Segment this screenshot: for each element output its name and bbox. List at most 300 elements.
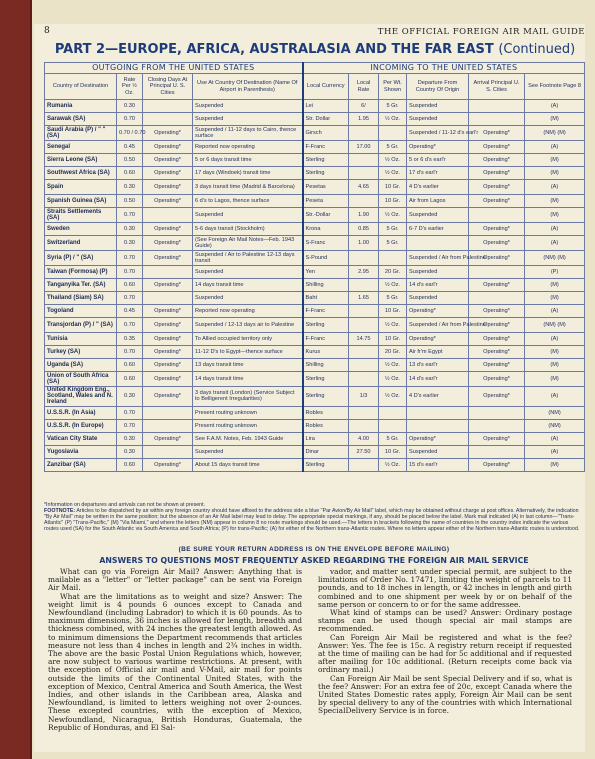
cell-per-wt: ½ Oz. bbox=[379, 208, 407, 223]
qa-paragraph: Can Foreign Air Mail be registered and what is the fee? Answer: Yes. The fee is 15c. A registry return receipt if requested at the time of mailing can be had for 5c additional and if requested after mailing for 10c additional. (Return receipts come back via ordinary mail.) bbox=[318, 632, 572, 675]
cell-closing: Operating* bbox=[143, 359, 193, 372]
cell-use: Suspended / 11-12 days to Cairo, thence surface bbox=[193, 126, 303, 141]
cell-footnote: (M) bbox=[525, 113, 585, 126]
cell-departure: Suspended bbox=[407, 113, 469, 126]
cell-per-wt: 10 Gr. bbox=[379, 445, 407, 458]
cell-arrival: Operating* bbox=[469, 251, 525, 266]
cell-footnote: (M) bbox=[525, 292, 585, 305]
cell-use: Suspended bbox=[193, 266, 303, 279]
col-closing: Closing Days At Principal U. S. Cities bbox=[143, 74, 193, 100]
cell-currency: Str. Dollar bbox=[303, 113, 349, 126]
table-row bbox=[45, 154, 585, 167]
cell-rate: 0.50 bbox=[117, 195, 143, 208]
cell-arrival: Operating* bbox=[469, 126, 525, 141]
cell-local-rate: 1/3 bbox=[349, 387, 379, 407]
cell-closing: Operating* bbox=[143, 126, 193, 141]
table-row bbox=[45, 333, 585, 346]
cell-departure: 15 d's earl'r bbox=[407, 458, 469, 471]
cell-footnote: (NM) bbox=[525, 419, 585, 432]
cell-use: 13 days transit time bbox=[193, 359, 303, 372]
cell-rate: 0.30 bbox=[117, 236, 143, 251]
cell-departure: 17 d's earl'r bbox=[407, 167, 469, 180]
cell-currency: Peseta bbox=[303, 195, 349, 208]
cell-departure: Operating* bbox=[407, 141, 469, 154]
return-address-note: (BE SURE YOUR RETURN ADDRESS IS ON THE ENVELOPE BEFORE MAILING) bbox=[178, 546, 450, 553]
qa-column-right bbox=[318, 568, 572, 716]
cell-currency: Dinar bbox=[303, 445, 349, 458]
cell-local-rate bbox=[349, 359, 379, 372]
table-row bbox=[45, 305, 585, 318]
cell-departure: Suspended bbox=[407, 208, 469, 223]
cell-closing bbox=[143, 100, 193, 113]
cell-per-wt: ½ Oz. bbox=[379, 167, 407, 180]
part-title-continued: (Continued) bbox=[498, 42, 576, 57]
cell-footnote: (A) bbox=[525, 387, 585, 407]
cell-per-wt: 5 Gr. bbox=[379, 292, 407, 305]
cell-footnote: (A) bbox=[525, 223, 585, 236]
cell-use: Suspended bbox=[193, 208, 303, 223]
cell-use: 5 or 6 days transit time bbox=[193, 154, 303, 167]
cell-per-wt bbox=[379, 126, 407, 141]
cell-footnote: (NM) (M) bbox=[525, 126, 585, 141]
cell-use: Reported now operating bbox=[193, 141, 303, 154]
cell-closing bbox=[143, 292, 193, 305]
cell-arrival: Operating* bbox=[469, 223, 525, 236]
page-number: 8 bbox=[44, 26, 50, 36]
cell-use: Suspended / 12-13 days air to Palestine bbox=[193, 318, 303, 333]
cell-footnote: (M) bbox=[525, 208, 585, 223]
cell-use: Suspended bbox=[193, 292, 303, 305]
cell-currency: Robles bbox=[303, 406, 349, 419]
cell-country: U.S.S.R. (In Europe) bbox=[45, 419, 117, 432]
cell-local-rate bbox=[349, 406, 379, 419]
cell-country: Yugoslavia bbox=[45, 445, 117, 458]
cell-currency: Yen bbox=[303, 266, 349, 279]
cell-closing: Operating* bbox=[143, 236, 193, 251]
cell-arrival: Operating* bbox=[469, 359, 525, 372]
cell-closing: Operating* bbox=[143, 318, 193, 333]
cell-rate: 0.70 bbox=[117, 346, 143, 359]
qa-paragraph: Can Foreign Air Mail be sent Special Delivery and if so, what is the fee? Answer: For an extra fee of 20c, except Canada where the United States Domestic rates apply, Foreign Air Mail can be sent by special delivery to any of the countries with which International SpecialDelivery Service is in force. bbox=[318, 673, 572, 716]
cell-departure: Suspended bbox=[407, 266, 469, 279]
cell-currency: Str.-Dollar bbox=[303, 208, 349, 223]
table-row bbox=[45, 100, 585, 113]
cell-local-rate bbox=[349, 318, 379, 333]
cell-per-wt: ½ Oz. bbox=[379, 359, 407, 372]
cell-departure: Operating* bbox=[407, 305, 469, 318]
cell-currency: S-Pound bbox=[303, 251, 349, 266]
cell-per-wt bbox=[379, 406, 407, 419]
cell-local-rate bbox=[349, 126, 379, 141]
cell-closing: Operating* bbox=[143, 167, 193, 180]
cell-country: United Kingdom Eng., Scotland, Wales and N. Ireland bbox=[45, 387, 117, 407]
cell-local-rate: 1.90 bbox=[349, 208, 379, 223]
cell-per-wt: ½ Oz. bbox=[379, 318, 407, 333]
table-row bbox=[45, 223, 585, 236]
cell-arrival: Operating* bbox=[469, 279, 525, 292]
cell-rate: 0.45 bbox=[117, 305, 143, 318]
table-row bbox=[45, 195, 585, 208]
cell-local-rate bbox=[349, 305, 379, 318]
cell-departure: Suspended / Air from Palestine bbox=[407, 251, 469, 266]
cell-footnote: (M) bbox=[525, 279, 585, 292]
cell-per-wt: ½ Oz. bbox=[379, 387, 407, 407]
cell-closing: Operating* bbox=[143, 279, 193, 292]
table-row bbox=[45, 266, 585, 279]
cell-country: Vatican City State bbox=[45, 432, 117, 445]
cell-footnote: (M) bbox=[525, 154, 585, 167]
cell-footnote: (A) bbox=[525, 333, 585, 346]
cell-rate: 0.30 bbox=[117, 445, 143, 458]
cell-per-wt: 10 Gr. bbox=[379, 195, 407, 208]
incoming-header: INCOMING TO THE UNITED STATES bbox=[303, 63, 585, 74]
cell-departure: Air from Lagos bbox=[407, 195, 469, 208]
cell-use: Suspended / Air to Palestine 12-13 days transit bbox=[193, 251, 303, 266]
cell-currency: S-Franc bbox=[303, 236, 349, 251]
table-row bbox=[45, 167, 585, 180]
cell-country: Southwest Africa (SA) bbox=[45, 167, 117, 180]
cell-closing: Operating* bbox=[143, 372, 193, 387]
cell-closing: Operating* bbox=[143, 141, 193, 154]
cell-departure bbox=[407, 406, 469, 419]
cell-footnote: (M) bbox=[525, 167, 585, 180]
part-title-text: PART 2—EUROPE, AFRICA, AUSTRALASIA AND THE FAR EAST bbox=[54, 42, 494, 57]
cell-arrival: Operating* bbox=[469, 195, 525, 208]
cell-use: 3 days transit time (Madrid & Barcelona) bbox=[193, 180, 303, 195]
cell-country: Straits Settlements (SA) bbox=[45, 208, 117, 223]
cell-local-rate bbox=[349, 458, 379, 471]
footnote-main bbox=[44, 508, 584, 532]
cell-currency: Sterling bbox=[303, 372, 349, 387]
book-binding bbox=[0, 0, 32, 759]
col-arrival: Arrival Principal U. S. Cities bbox=[469, 74, 525, 100]
cell-use: 14 days transit time bbox=[193, 279, 303, 292]
cell-use: 17 days (Windoek) transit time bbox=[193, 167, 303, 180]
cell-arrival bbox=[469, 266, 525, 279]
cell-country: Spain bbox=[45, 180, 117, 195]
table-row bbox=[45, 445, 585, 458]
cell-country: Senegal bbox=[45, 141, 117, 154]
cell-departure: Suspended bbox=[407, 100, 469, 113]
cell-footnote: (M) bbox=[525, 359, 585, 372]
cell-arrival: Operating* bbox=[469, 154, 525, 167]
col-local-rate: Local Rate bbox=[349, 74, 379, 100]
qa-paragraph: vador, and matter sent under special permit, are subject to the limitations of Order No. 17471, limiting the weight of parcels to 11 pounds, and to 18 inches in length, or 42 inches in length and girth combined and to one shipment per week by or on behalf of the same person or concern to or for the same addressee. bbox=[318, 567, 572, 609]
cell-rate: 0.70 / 0.70 bbox=[117, 126, 143, 141]
cell-currency: Sterling bbox=[303, 458, 349, 471]
cell-closing: Operating* bbox=[143, 387, 193, 407]
cell-departure: Operating* bbox=[407, 432, 469, 445]
cell-country: Syria (P) / " (SA) bbox=[45, 251, 117, 266]
cell-per-wt: 5 Gr. bbox=[379, 236, 407, 251]
cell-local-rate bbox=[349, 195, 379, 208]
table-body bbox=[45, 100, 585, 472]
cell-use: See F.A.M. Notes, Feb. 1943 Guide bbox=[193, 432, 303, 445]
col-footnote: See Footnote Page 8 bbox=[525, 74, 585, 100]
cell-arrival: Operating* bbox=[469, 167, 525, 180]
cell-rate: 0.60 bbox=[117, 359, 143, 372]
cell-rate: 0.70 bbox=[117, 318, 143, 333]
cell-rate: 0.70 bbox=[117, 113, 143, 126]
cell-local-rate: 1.95 bbox=[349, 113, 379, 126]
footnote-label: FOOTNOTE: bbox=[44, 508, 76, 514]
cell-per-wt: 5 Gr. bbox=[379, 223, 407, 236]
cell-currency: Baht bbox=[303, 292, 349, 305]
cell-closing bbox=[143, 113, 193, 126]
cell-local-rate: 4.00 bbox=[349, 432, 379, 445]
cell-footnote: (A) bbox=[525, 100, 585, 113]
qa-title: ANSWERS TO QUESTIONS MOST FREQUENTLY ASKED REGARDING THE FOREIGN AIR MAIL SERVICE bbox=[99, 556, 529, 565]
cell-use: Suspended bbox=[193, 445, 303, 458]
cell-footnote: (M) bbox=[525, 458, 585, 471]
cell-arrival bbox=[469, 100, 525, 113]
qa-paragraph: What kind of stamps can be used? Answer: Ordinary postage stamps can be used though special air mail stamps are recommended. bbox=[318, 608, 572, 634]
table-row bbox=[45, 318, 585, 333]
cell-closing: Operating* bbox=[143, 223, 193, 236]
cell-footnote: (NM) bbox=[525, 406, 585, 419]
cell-departure: Suspended / 11-12 d's earl'r bbox=[407, 126, 469, 141]
cell-rate: 0.70 bbox=[117, 266, 143, 279]
table-row bbox=[45, 141, 585, 154]
cell-use: Reported now operating bbox=[193, 305, 303, 318]
cell-per-wt: 20 Gr. bbox=[379, 346, 407, 359]
table-row bbox=[45, 208, 585, 223]
cell-rate: 0.70 bbox=[117, 406, 143, 419]
cell-local-rate: 4.65 bbox=[349, 180, 379, 195]
col-departure: Departure From Country Of Origin bbox=[407, 74, 469, 100]
cell-country: Sierra Leone (SA) bbox=[45, 154, 117, 167]
cell-departure: 14 d's earl'r bbox=[407, 372, 469, 387]
cell-arrival: Operating* bbox=[469, 333, 525, 346]
cell-footnote: (A) bbox=[525, 236, 585, 251]
cell-per-wt: 10 Gr. bbox=[379, 305, 407, 318]
cell-local-rate: 1.65 bbox=[349, 292, 379, 305]
cell-arrival bbox=[469, 406, 525, 419]
cell-currency: Girsch bbox=[303, 126, 349, 141]
table-row bbox=[45, 346, 585, 359]
table-row bbox=[45, 359, 585, 372]
cell-closing: Operating* bbox=[143, 458, 193, 471]
cell-rate: 0.70 bbox=[117, 208, 143, 223]
table-row bbox=[45, 251, 585, 266]
cell-departure: 4 D's earlier bbox=[407, 387, 469, 407]
cell-country: Thailand (Siam) SA) bbox=[45, 292, 117, 305]
air-mail-rate-table bbox=[44, 62, 585, 472]
table-row bbox=[45, 372, 585, 387]
cell-closing: Operating* bbox=[143, 333, 193, 346]
cell-footnote: (M) bbox=[525, 346, 585, 359]
cell-departure: 4 D's earlier bbox=[407, 180, 469, 195]
table-row bbox=[45, 279, 585, 292]
cell-arrival bbox=[469, 113, 525, 126]
cell-departure: 14 d's earl'r bbox=[407, 279, 469, 292]
cell-closing bbox=[143, 445, 193, 458]
cell-closing: Operating* bbox=[143, 305, 193, 318]
cell-use: Suspended bbox=[193, 113, 303, 126]
cell-use: About 15 days transit time bbox=[193, 458, 303, 471]
cell-currency: Pesetas bbox=[303, 180, 349, 195]
cell-local-rate bbox=[349, 419, 379, 432]
cell-closing bbox=[143, 406, 193, 419]
cell-local-rate bbox=[349, 372, 379, 387]
cell-arrival: Operating* bbox=[469, 346, 525, 359]
cell-footnote: (M) bbox=[525, 372, 585, 387]
cell-closing bbox=[143, 208, 193, 223]
qa-column-left bbox=[48, 568, 302, 732]
cell-footnote: (P) bbox=[525, 266, 585, 279]
cell-currency: Sterling bbox=[303, 154, 349, 167]
cell-country: Sarawak (SA) bbox=[45, 113, 117, 126]
table-row bbox=[45, 387, 585, 407]
table-row bbox=[45, 180, 585, 195]
col-country: Country of Destination bbox=[45, 74, 117, 100]
cell-arrival bbox=[469, 419, 525, 432]
cell-country: Tunisia bbox=[45, 333, 117, 346]
cell-closing: Operating* bbox=[143, 346, 193, 359]
cell-arrival: Operating* bbox=[469, 236, 525, 251]
cell-use: Present routing unknown bbox=[193, 406, 303, 419]
cell-use: 6 d's to Lagos, thence surface bbox=[193, 195, 303, 208]
cell-currency: Shilling bbox=[303, 279, 349, 292]
cell-closing: Operating* bbox=[143, 195, 193, 208]
cell-per-wt: 10 Gr. bbox=[379, 180, 407, 195]
col-per-wt: Per Wt. Shown bbox=[379, 74, 407, 100]
cell-currency: F-Franc bbox=[303, 141, 349, 154]
cell-rate: 0.60 bbox=[117, 167, 143, 180]
cell-arrival bbox=[469, 445, 525, 458]
cell-closing: Operating* bbox=[143, 154, 193, 167]
cell-currency: Lei bbox=[303, 100, 349, 113]
col-use-at: Use At Country Of Destination (Name Of Airport in Parenthesis) bbox=[193, 74, 303, 100]
footnotes bbox=[44, 502, 584, 532]
table-row bbox=[45, 458, 585, 471]
table-row bbox=[45, 406, 585, 419]
cell-arrival bbox=[469, 208, 525, 223]
cell-arrival: Operating* bbox=[469, 318, 525, 333]
cell-use: 11-12 D's to Egypt—thence surface bbox=[193, 346, 303, 359]
cell-country: Tanganyika Ter. (SA) bbox=[45, 279, 117, 292]
cell-closing: Operating* bbox=[143, 251, 193, 266]
table-row bbox=[45, 432, 585, 445]
cell-arrival: Operating* bbox=[469, 141, 525, 154]
cell-local-rate bbox=[349, 251, 379, 266]
cell-rate: 0.30 bbox=[117, 432, 143, 445]
col-rate: Rate Per ½ Oz. bbox=[117, 74, 143, 100]
cell-departure: Air fr'm Egypt bbox=[407, 346, 469, 359]
cell-footnote: (A) bbox=[525, 180, 585, 195]
cell-local-rate: 14.75 bbox=[349, 333, 379, 346]
cell-use: Present routing unknown bbox=[193, 419, 303, 432]
cell-per-wt: ½ Oz. bbox=[379, 154, 407, 167]
cell-currency: Sterling bbox=[303, 318, 349, 333]
cell-currency: Kurus bbox=[303, 346, 349, 359]
cell-footnote: (A) bbox=[525, 432, 585, 445]
table-row bbox=[45, 292, 585, 305]
cell-arrival: Operating* bbox=[469, 432, 525, 445]
cell-local-rate bbox=[349, 167, 379, 180]
cell-arrival: Operating* bbox=[469, 180, 525, 195]
cell-rate: 0.60 bbox=[117, 372, 143, 387]
cell-rate: 0.35 bbox=[117, 333, 143, 346]
cell-currency: Robles bbox=[303, 419, 349, 432]
cell-country: Sweden bbox=[45, 223, 117, 236]
footnote-star: *Information on departures and arrivals can not be shown at present. bbox=[44, 502, 206, 508]
outgoing-header: OUTGOING FROM THE UNITED STATES bbox=[45, 63, 303, 74]
cell-arrival: Operating* bbox=[469, 387, 525, 407]
cell-arrival: Operating* bbox=[469, 458, 525, 471]
cell-currency: F-Franc bbox=[303, 305, 349, 318]
cell-rate: 0.30 bbox=[117, 387, 143, 407]
cell-local-rate bbox=[349, 279, 379, 292]
cell-local-rate: 27.50 bbox=[349, 445, 379, 458]
cell-per-wt: 5 Gr. bbox=[379, 432, 407, 445]
cell-use: To Allied occupied territory only bbox=[193, 333, 303, 346]
cell-footnote: (NM) (M) bbox=[525, 318, 585, 333]
cell-rate: 0.70 bbox=[117, 292, 143, 305]
cell-country: Zanzibar (SA) bbox=[45, 458, 117, 471]
cell-arrival bbox=[469, 292, 525, 305]
cell-currency: Krona bbox=[303, 223, 349, 236]
cell-use: 3 days transit (London) (Service Subject to Belligerent Irregularities) bbox=[193, 387, 303, 407]
cell-per-wt: 5 Gr. bbox=[379, 100, 407, 113]
cell-rate: 0.60 bbox=[117, 279, 143, 292]
cell-closing bbox=[143, 419, 193, 432]
cell-rate: 0.45 bbox=[117, 141, 143, 154]
cell-closing bbox=[143, 266, 193, 279]
running-head: THE OFFICIAL FOREIGN AIR MAIL GUIDE bbox=[377, 27, 585, 37]
cell-footnote: (NM) (M) bbox=[525, 251, 585, 266]
cell-departure: Suspended bbox=[407, 292, 469, 305]
cell-country: Transjordan (P) / " (SA) bbox=[45, 318, 117, 333]
table-row bbox=[45, 126, 585, 141]
cell-country: Switzerland bbox=[45, 236, 117, 251]
cell-currency: Lira bbox=[303, 432, 349, 445]
cell-per-wt bbox=[379, 419, 407, 432]
cell-departure: Suspended bbox=[407, 445, 469, 458]
cell-local-rate: 1.00 bbox=[349, 236, 379, 251]
cell-use: 14 days transit time bbox=[193, 372, 303, 387]
cell-use: 5-6 days transit (Stockholm) bbox=[193, 223, 303, 236]
cell-per-wt: 20 Gr. bbox=[379, 266, 407, 279]
cell-use: Suspended bbox=[193, 100, 303, 113]
qa-paragraph: What are the limitations as to weight and size? Answer: The weight limit is 4 pounds 6 ounces except to Canada and Newfoundland (including Labrador) to which it is 60 pounds. As to maximum dimensions, 36 inches is allowed for length, breadth and thickness combined, with 24 inches the greatest length allowed. As to minimum dimensions the Department recommends that articles measure not less than 4 inches in length and 2¾ inches in width. The above are the basic Postal Union Regulations which, however, are now subject to various wartime restrictions. At present, with the exception of Official air mail and V-Mail, air mail for points outside the limits of the Continental United States, with the exception of Mexico, Central America and South America, the West Indies, and other islands in the Caribbean area, Alaska and Newfoundland, is limited to letters weighing not over 2-ounces. These excepted countries, with the exception of Mexico, Newfoundland, Nicaragua, British Honduras, Guatemala, the Republic of Honduras, and El Sal- bbox=[48, 591, 302, 732]
cell-per-wt: 10 Gr. bbox=[379, 333, 407, 346]
cell-country: Spanish Guinea (SA) bbox=[45, 195, 117, 208]
cell-per-wt: ½ Oz. bbox=[379, 113, 407, 126]
cell-rate: 0.60 bbox=[117, 458, 143, 471]
cell-country: Uganda (SA) bbox=[45, 359, 117, 372]
cell-footnote: (A) bbox=[525, 141, 585, 154]
cell-rate: 0.70 bbox=[117, 419, 143, 432]
table-row bbox=[45, 419, 585, 432]
cell-departure bbox=[407, 236, 469, 251]
qa-paragraph: What can go via Foreign Air Mail? Answer: Anything that is mailable as a "letter" or "letter package" can be sent via Foreign Air Mail. bbox=[48, 567, 302, 593]
cell-rate: 0.30 bbox=[117, 180, 143, 195]
cell-country: Rumania bbox=[45, 100, 117, 113]
table-row bbox=[45, 236, 585, 251]
cell-use: (See Foreign Air Mail Notes—Feb. 1943 Guide) bbox=[193, 236, 303, 251]
cell-currency: Sterling bbox=[303, 387, 349, 407]
cell-departure: 6-7 D's earlier bbox=[407, 223, 469, 236]
cell-country: Togoland bbox=[45, 305, 117, 318]
cell-local-rate: 2.95 bbox=[349, 266, 379, 279]
cell-rate: 0.50 bbox=[117, 154, 143, 167]
cell-local-rate: 6/ bbox=[349, 100, 379, 113]
cell-arrival: Operating* bbox=[469, 305, 525, 318]
cell-per-wt: 5 Gr. bbox=[379, 141, 407, 154]
cell-local-rate: 0.85 bbox=[349, 223, 379, 236]
cell-rate: 0.70 bbox=[117, 251, 143, 266]
